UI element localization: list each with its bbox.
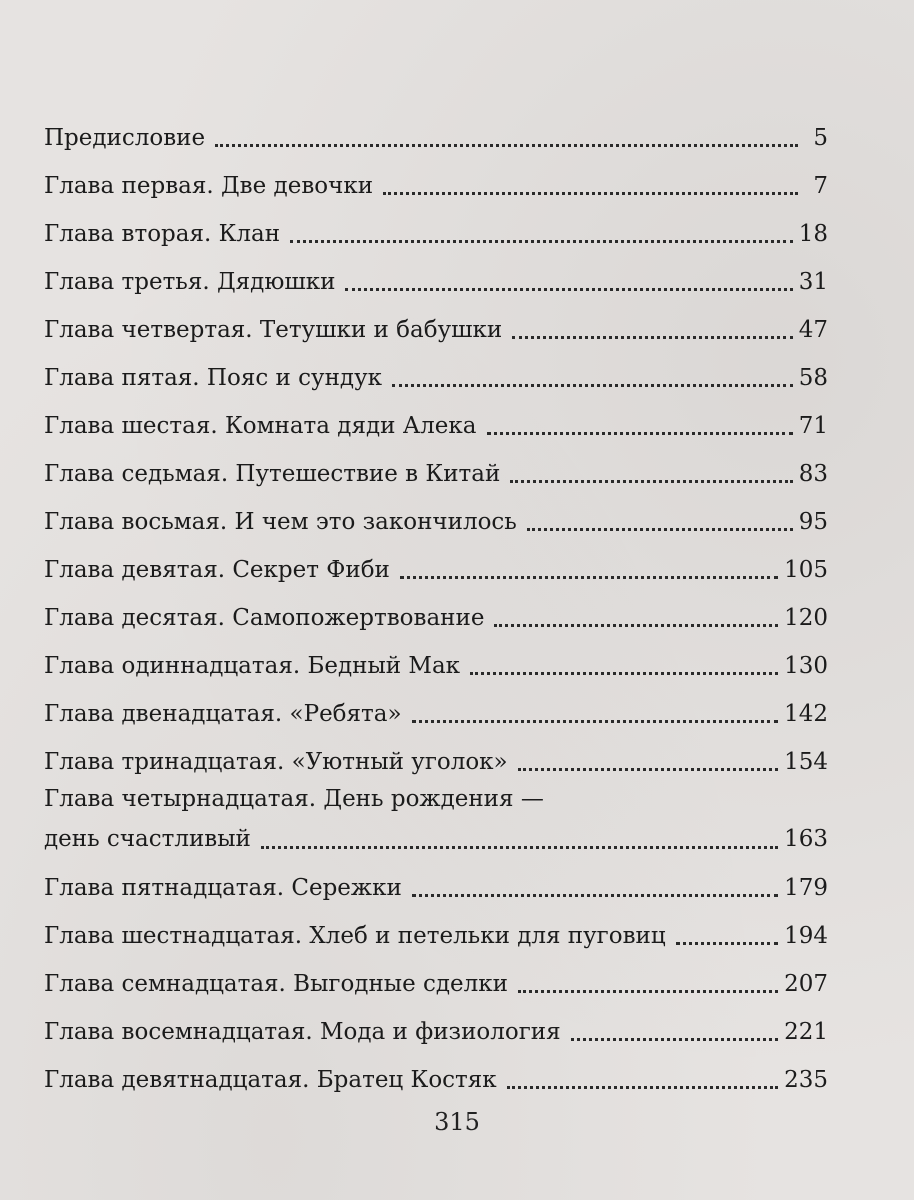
dot-leader — [261, 826, 778, 849]
dot-leader — [487, 412, 793, 435]
toc-entry-page: 18 — [798, 221, 828, 247]
toc-entry — [44, 248, 828, 296]
toc-entry-title-continued: день счастливый — [44, 826, 251, 852]
toc-entry-page: 5 — [813, 125, 828, 151]
toc-entry-page: 163 — [784, 826, 828, 852]
page-number: 315 — [434, 1108, 480, 1136]
toc-entry-page: 47 — [798, 317, 828, 343]
toc-entry-title: Глава первая. Две девочки — [44, 173, 374, 199]
dot-leader — [412, 874, 778, 897]
dot-leader — [676, 922, 778, 945]
dot-leader — [518, 970, 778, 993]
toc-entry-title: Глава шестая. Комната дяди Алека — [44, 413, 477, 439]
toc-entry-title: Глава шестнадцатая. Хлеб и петельки для пуговиц — [44, 923, 666, 949]
toc-entry-page: 95 — [798, 509, 828, 535]
dot-leader — [290, 220, 793, 243]
toc-entry-title: Глава девятнадцатая. Братец Костяк — [44, 1067, 497, 1093]
toc-entry-title: Предисловие — [44, 125, 206, 151]
toc-entry — [44, 998, 828, 1046]
dot-leader — [494, 604, 778, 627]
toc-entry — [44, 854, 828, 902]
toc-entry-page: 207 — [784, 971, 828, 997]
toc-entry-page: 235 — [784, 1067, 828, 1093]
dot-leader — [383, 172, 798, 195]
dot-leader — [470, 652, 778, 675]
dot-leader — [215, 124, 798, 147]
toc-entry-title: Глава четвертая. Тетушки и бабушки — [44, 317, 503, 343]
toc-entry — [44, 680, 828, 728]
toc-entry-page: 194 — [784, 923, 828, 949]
toc-entry — [44, 950, 828, 998]
toc-entry — [44, 488, 828, 536]
toc-entry-title: Глава пятая. Пояс и сундук — [44, 365, 382, 391]
toc-entry-page: 83 — [798, 461, 828, 487]
toc-entry-title: Глава десятая. Самопожертвование — [44, 605, 485, 631]
toc-entry — [44, 536, 828, 584]
toc-entry — [44, 296, 828, 344]
toc-entry-page: 221 — [784, 1019, 828, 1045]
toc-entry — [44, 584, 828, 632]
toc-entry — [44, 776, 828, 854]
toc-entry-title: Глава седьмая. Путешествие в Китай — [44, 461, 501, 487]
toc-entry-page: 71 — [798, 413, 828, 439]
toc-entry — [44, 104, 828, 152]
toc-entry-title: Глава вторая. Клан — [44, 221, 281, 247]
dot-leader — [510, 460, 792, 483]
toc-entry-title: Глава двенадцатая. «Ребята» — [44, 701, 402, 727]
toc-entry-page: 7 — [813, 173, 828, 199]
toc-entry-title: Глава третья. Дядюшки — [44, 269, 336, 295]
toc-entry-continuation — [44, 814, 828, 854]
dot-leader — [412, 700, 779, 723]
dot-leader — [345, 268, 792, 291]
toc-entry — [44, 392, 828, 440]
toc-entry-title: Глава тринадцатая. «Уютный уголок» — [44, 749, 508, 775]
toc-entry-page: 31 — [798, 269, 828, 295]
toc-entry — [44, 200, 828, 248]
toc-entry — [44, 632, 828, 680]
toc-entry-title: Глава четырнадцатая. День рождения — — [44, 786, 544, 812]
toc-entry — [44, 344, 828, 392]
toc-entry — [44, 902, 828, 950]
toc-entry — [44, 1046, 828, 1094]
toc-entry-page: 105 — [784, 557, 828, 583]
toc-entry-page: 179 — [784, 875, 828, 901]
toc-entry-title: Глава пятнадцатая. Сережки — [44, 875, 402, 901]
toc-entry-page: 120 — [784, 605, 828, 631]
toc-entry-page: 142 — [784, 701, 828, 727]
toc-entry-page: 58 — [798, 365, 828, 391]
dot-leader — [527, 508, 793, 531]
toc-entry-page: 130 — [784, 653, 828, 679]
toc-entry — [44, 728, 828, 776]
toc-entry-title: Глава одиннадцатая. Бедный Мак — [44, 653, 461, 679]
toc-entry-title: Глава девятая. Секрет Фиби — [44, 557, 390, 583]
toc-entry-title: Глава восемнадцатая. Мода и физиология — [44, 1019, 561, 1045]
dot-leader — [571, 1018, 778, 1041]
toc-entry — [44, 152, 828, 200]
toc-entry-title: Глава восьмая. И чем это закончилось — [44, 509, 517, 535]
toc-entry — [44, 440, 828, 488]
dot-leader — [512, 316, 793, 339]
dot-leader — [392, 364, 793, 387]
table-of-contents — [44, 104, 828, 1094]
dot-leader — [507, 1066, 778, 1089]
dot-leader — [400, 556, 778, 579]
toc-entry-page: 154 — [784, 749, 828, 775]
toc-entry-title: Глава семнадцатая. Выгодные сделки — [44, 971, 508, 997]
dot-leader — [518, 748, 778, 771]
